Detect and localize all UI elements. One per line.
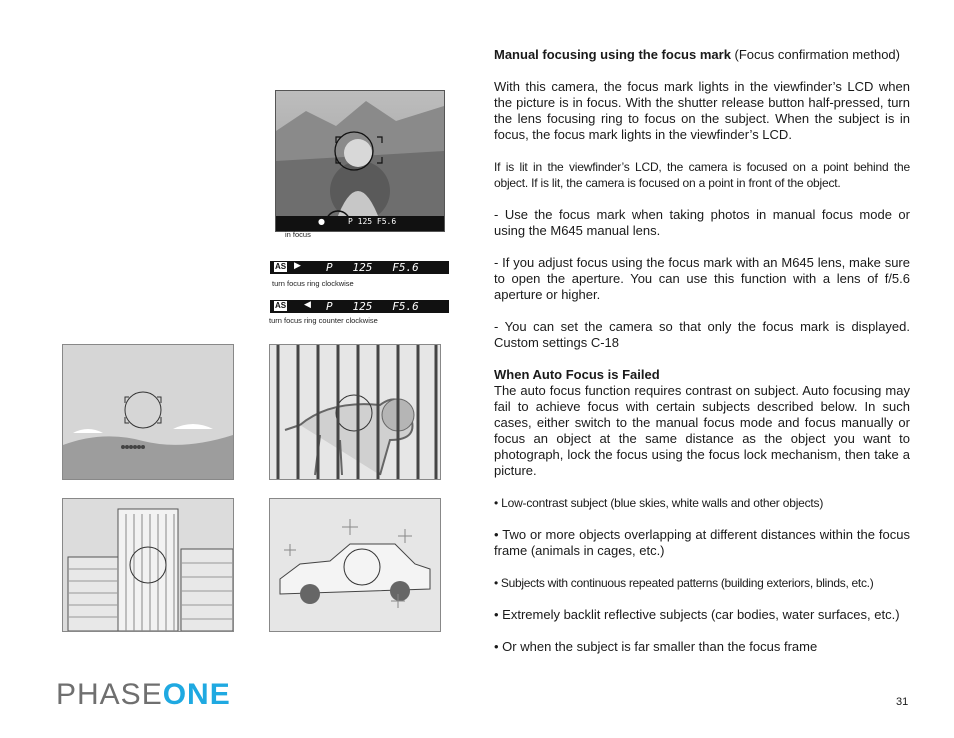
paragraph: - Use the focus mark when taking photos in manual focus mode or using the M645 manual lens. (494, 207, 910, 238)
bullet-item: • Low-contrast subject (blue skies, white walls and other objects) (494, 496, 824, 510)
paragraph: With this camera, the focus mark lights in the viewfinder’s LCD when the picture is in focus. With the shutter release button half-pressed, turn the lens focusing ring to focus on the subject. When the subject is in focus, the focus mark lights in the viewfinder’s LCD. (494, 79, 910, 142)
viewfinder-caption: in focus (285, 230, 311, 239)
illustration-low-contrast (62, 344, 234, 480)
viewfinder-photo (275, 90, 445, 232)
brand-light: PHASE (56, 678, 163, 711)
illustration-repeated-patterns (62, 498, 234, 632)
lcd-bar-caption: turn focus ring counter clockwise (269, 316, 378, 325)
viewfinder-scene (276, 91, 444, 231)
lcd-bar-clockwise (270, 261, 449, 274)
lcd-bar-counter-clockwise (270, 300, 449, 313)
bullet-item: • Or when the subject is far smaller than the focus frame (494, 639, 818, 654)
bullet-item: • Subjects with continuous repeated patterns (building exteriors, blinds, etc.) (494, 576, 874, 590)
paragraph: The auto focus function requires contrast on subject. Auto focusing may fail to achieve focus with certain subjects described below. In such cases, either switch to the manual focus mode and focus manually or focus an object at the same distance as the object you want to photograph, lock the focus using the focus lock mechanism, then take a picture. (494, 383, 910, 478)
lcd-bar-text: P 125 F5.6 (326, 300, 419, 313)
lcd-bar-text: P 125 F5.6 (326, 261, 419, 274)
paragraph: - You can set the camera so that only the focus mark is displayed. Custom settings C-18 (494, 319, 910, 350)
lcd-badge: AS (275, 301, 287, 310)
lcd-badge: AS (275, 262, 287, 271)
brand-logo (56, 678, 231, 712)
arrow-left-icon: ◀ (304, 300, 311, 310)
bullet-item: • Extremely backlit reflective subjects (car bodies, water surfaces, etc.) (494, 607, 900, 622)
page-number: 31 (896, 696, 909, 708)
heading-rest: (Focus confirmation method) (730, 47, 900, 62)
paragraph: If is lit in the viewfinder’s LCD, the camera is focused on a point behind the object. If is lit, the camera is focused on a point in front of the object. (494, 160, 910, 190)
viewfinder-lcd-text: P 125 F5.6 (348, 217, 397, 226)
brand-bold: ONE (162, 678, 231, 711)
arrow-right-icon: ▶ (294, 261, 301, 271)
right-column (494, 47, 910, 655)
lcd-bar-caption: turn focus ring clockwise (272, 279, 354, 288)
paragraph: - If you adjust focus using the focus mark with an M645 lens, make sure to open the aperture. You can use this function with a lens of f/5.6 aperture or higher. (494, 255, 910, 302)
heading-bold: Manual focusing using the focus mark (494, 47, 731, 62)
section-heading-focus-mark (494, 47, 910, 63)
bullet-item: • Two or more objects overlapping at different distances within the focus frame (animals in cages, etc.) (494, 527, 910, 558)
illustration-overlapping (269, 344, 441, 480)
focus-mark-icon: ● (318, 217, 325, 226)
section-heading-auto-focus: When Auto Focus is Failed (494, 367, 660, 382)
illustration-backlit-reflective (269, 498, 441, 632)
